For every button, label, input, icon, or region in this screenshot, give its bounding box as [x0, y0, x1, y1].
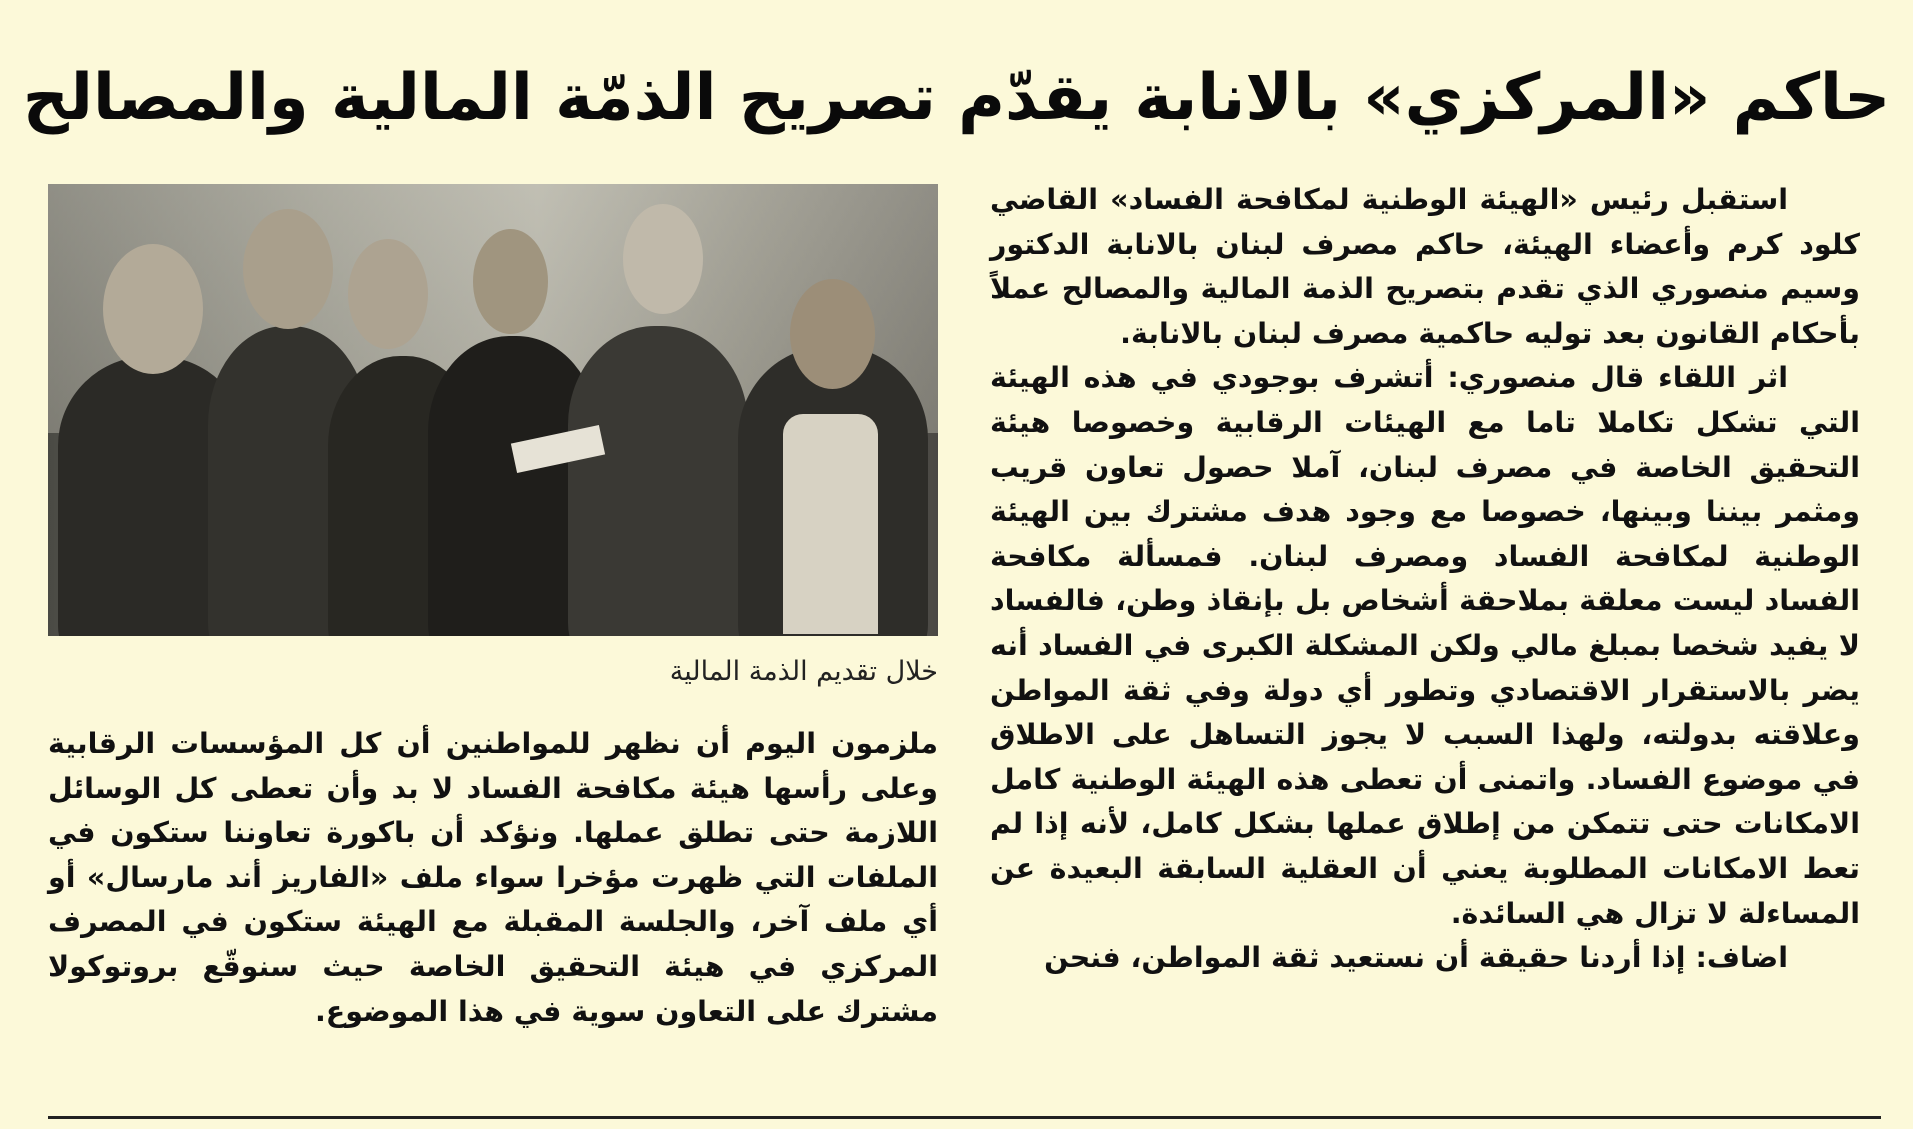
photo-person [568, 326, 748, 636]
bottom-divider [48, 1116, 1881, 1119]
article-paragraph: ملزمون اليوم أن نظهر للمواطنين أن كل المؤسسات الرقابية وعلى رأسها هيئة مكافحة الفساد لا بد وأن تعطى كل الوسائل اللازمة حتى تطلق عملها. ونؤكد أن باكورة تعاوننا ستكون في الملفات التي ظهرت مؤخرا سواء ملف «الفاريز أند مارسال» أو أي ملف آخر، والجلسة المقبلة مع الهيئة ستكون في المصرف المركزي في هيئة التحقيق الخاصة حيث سنوقّع بروتوكولا مشترك على التعاون سوية في هذا الموضوع. [48, 727, 938, 1028]
article-paragraph: اثر اللقاء قال منصوري: أتشرف بوجودي في هذه الهيئة التي تشكل تكاملا تاما مع الهيئات الرقابية وخصوصا هيئة التحقيق الخاصة في مصرف لبنان، آملا حصول تعاون قريب ومثمر بيننا وبينها، خصوصا مع وجود هدف مشترك بين الهيئة الوطنية لمكافحة الفساد ومصرف لبنان. فمسألة مكافحة الفساد ليست معلقة بملاحقة أشخاص بل بإنقاذ وطن، فالفساد لا يفيد شخصا بمبلغ مالي ولكن المشكلة الكبرى في الفساد أنه يضر بالاستقرار الاقتصادي وتطور أي دولة وفي ثقة المواطن وعلاقته بدولته، ولهذا السبب لا يجوز التساهل على الاطلاق في موضوع الفساد. واتمنى أن تعطى هذه الهيئة الوطنية كامل الامكانات حتى تتمكن من إطلاق عملها بشكل كامل، لأنه إذا لم تعط الامكانات المطلوبة يعني أن العقلية السابقة البعيدة عن المساءلة لا تزال هي السائدة. [990, 361, 1860, 930]
article-photo [48, 184, 938, 636]
photo-caption: خلال تقديم الذمة المالية [669, 656, 938, 687]
photo-person-head [790, 279, 875, 389]
photo-blouse [783, 414, 878, 634]
article-left-column [48, 722, 938, 1034]
photo-person-head [348, 239, 428, 349]
article-headline: حاكم «المركزي» بالانابة يقدّم تصريح الذمّة المالية والمصالح [22, 61, 1891, 135]
photo-person-head [103, 244, 203, 374]
article-right-column [990, 178, 1860, 981]
photo-person-head [473, 229, 548, 334]
photo-person-head [623, 204, 703, 314]
photo-person-head [243, 209, 333, 329]
article-paragraph: اضاف: إذا أردنا حقيقة أن نستعيد ثقة المواطن، فنحن [1044, 941, 1788, 975]
article-paragraph: استقبل رئيس «الهيئة الوطنية لمكافحة الفساد» القاضي كلود كرم وأعضاء الهيئة، حاكم مصرف لبنان بالانابة الدكتور وسيم منصوري الذي تقدم بتصريح الذمة المالية والمصالح عملاً بأحكام القانون بعد توليه حاكمية مصرف لبنان بالانابة. [990, 183, 1860, 350]
